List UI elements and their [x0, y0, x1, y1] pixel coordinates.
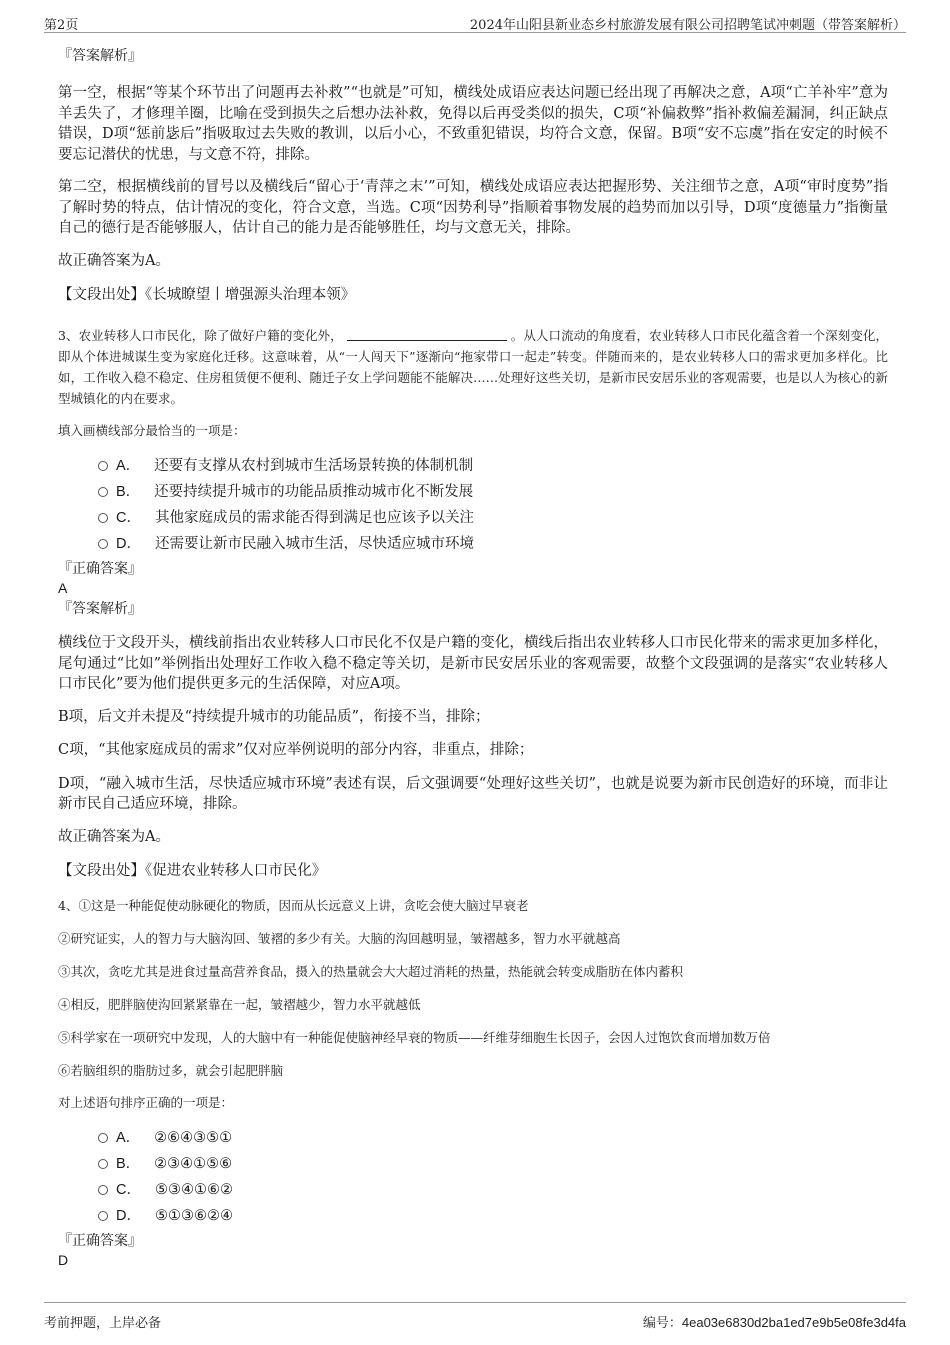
- correct-answer-tag: 『正确答案』: [58, 561, 142, 577]
- options-list: [58, 453, 888, 557]
- analysis-paragraph: B项，后文并未提及“持续提升城市的功能品质”，衔接不当，排除；: [58, 708, 490, 725]
- radio-icon[interactable]: [98, 1133, 108, 1143]
- option-c[interactable]: C． 其他家庭成员的需求能否得到满足也应该予以关注: [58, 505, 888, 531]
- option-a[interactable]: A． 还要有支撑从农村到城市生活场景转换的体制机制: [58, 453, 888, 479]
- option-b[interactable]: B． ②③④①⑤⑥: [58, 1151, 888, 1177]
- analysis-paragraph: D项，“融入城市生活，尽快适应城市环境”表述有误，后文强调要“处理好这些关切”，也就是说要为新市民创造好的环境，而非让新市民自己适应环境，排除。: [58, 775, 888, 812]
- radio-icon[interactable]: [98, 1159, 108, 1169]
- page-number: 第2页: [44, 18, 79, 33]
- analysis-paragraph: 第一空，根据“等某个环节出了问题再去补救”“也就是”可知，横线处成语应表达问题已经出现了再解决之意，A项“亡羊补牢”意为羊丢失了，才修理羊圈，比喻在受到损失之后想办法补救，免得以后再受类似的损失，C项“补偏救弊”指补救偏差漏洞，纠正缺点错误，D项“惩前毖后”指吸取过去失败的教训，以后小心，不致重犯错误，均符合文意，保留。B项“安不忘虞”指在安定的时候不要忘记潜伏的忧患，与文意不符，排除。: [58, 85, 888, 163]
- radio-icon[interactable]: [98, 539, 108, 549]
- stem-part: 。从人口流动的角度看，农业转移人口市民化蕴含着一个深刻变化，即从个体进城谋生变为家庭化迁移。这意味着，从“一人闯天下”逐渐向“拖家带口一起走”转变。伴随而来的，是农业转移人口的需求更加多样化。比如，工作收入稳不稳定、住房租赁便不便利、随迁子女上学问题能不能解决……处理好这些关切，是新市民安居乐业的客观需要，也是以人为核心的新型城镇化的内在要求。: [58, 328, 888, 406]
- radio-icon[interactable]: [98, 513, 108, 523]
- sentence-6: ⑥若脑组织的脂肪过多，就会引起肥胖脑: [58, 1063, 284, 1078]
- stem-part: 3、农业转移人口市民化，除了做好户籍的变化外，: [58, 328, 343, 343]
- source-citation: 【文段出处】《促进农业转移人口市民化》: [58, 863, 327, 879]
- radio-icon[interactable]: [98, 1211, 108, 1221]
- page-footer: [44, 1302, 906, 1331]
- analysis-tag: 『答案解析』: [58, 601, 142, 617]
- sentence-5: ⑤科学家在一项研究中发现，人的大脑中有一种能促使脑神经早衰的物质——纤维芽细胞生长因子，会因人过饱饮食而增加数万倍: [58, 1030, 771, 1045]
- document-id: 编号：4ea03e6830d2ba1ed7e9b5e08fe3d4fa: [642, 1315, 906, 1330]
- sentence-4: ④相反，肥胖脑使沟回紧紧靠在一起，皱褶越少，智力水平就越低: [58, 997, 421, 1012]
- sentence-1: 4、①这是一种能促使动脉硬化的物质，因而从长远意义上讲，贪吃会使大脑过早衰老: [58, 898, 529, 913]
- sentence-2: ②研究证实，人的智力与大脑沟回、皱褶的多少有关。大脑的沟回越明显，皱褶越多，智力水平就越高: [58, 931, 621, 946]
- analysis-paragraph: C项，“其他家庭成员的需求”仅对应举例说明的部分内容，非重点，排除；: [58, 742, 534, 758]
- option-c[interactable]: C． ⑤③④①⑥②: [58, 1177, 888, 1203]
- question-prompt: 对上述语句排序正确的一项是：: [58, 1095, 234, 1110]
- radio-icon[interactable]: [98, 1185, 108, 1195]
- conclusion: 故正确答案为A。: [58, 828, 170, 845]
- analysis-paragraph: 横线位于文段开头，横线前指出农业转移人口市民化不仅是户籍的变化，横线后指出农业转移人口市民化带来的需求更加多样化，尾句通过“比如”举例指出处理好工作收入稳不稳定等关切，是新市民安居乐业的客观需要，故整个文段强调的是落实“农业转移人口市民化”要为他们提供更多元的生活保障，对应A项。: [58, 635, 888, 692]
- question-3-stem: [58, 325, 888, 409]
- options-list: [58, 1125, 888, 1229]
- footer-slogan: 考前押题，上岸必备: [44, 1316, 162, 1331]
- correct-answer: D: [58, 1252, 69, 1268]
- correct-answer-tag: 『正确答案』: [58, 1233, 142, 1249]
- option-a[interactable]: A． ②⑥④③⑤①: [58, 1125, 888, 1151]
- radio-icon[interactable]: [98, 461, 108, 471]
- source-citation: 【文段出处】《长城瞭望丨增强源头治理本领》: [58, 287, 356, 303]
- analysis-tag: 『答案解析』: [58, 48, 142, 64]
- fill-blank-line: [347, 328, 507, 341]
- correct-answer: A: [58, 580, 68, 596]
- sentence-3: ③其次，贪吃尤其是进食过量高营养食品，摄入的热量就会大大超过消耗的热量，热能就会转变成脂肪在体内蓄积: [58, 964, 684, 979]
- page-content: [58, 42, 888, 1269]
- option-d[interactable]: D． ⑤①③⑥②④: [58, 1203, 888, 1229]
- question-prompt: 填入画横线部分最恰当的一项是：: [58, 423, 246, 438]
- analysis-paragraph: 第二空，根据横线前的冒号以及横线后“留心于‘青萍之末’”可知，横线处成语应表达把握形势、关注细节之意，A项“审时度势”指了解时势的特点，估计情况的变化，符合文意，当选。C项“因势利导”指顺着事物发展的趋势而加以引导，D项“度德量力”指衡量自己的德行是否能够服人，估计自己的能力是否能够胜任，均与文意无关，排除。: [58, 179, 888, 236]
- conclusion: 故正确答案为A。: [58, 252, 170, 269]
- option-d[interactable]: D． 还需要让新市民融入城市生活，尽快适应城市环境: [58, 531, 888, 557]
- page-header: [44, 10, 906, 33]
- option-b[interactable]: B． 还要持续提升城市的功能品质推动城市化不断发展: [58, 479, 888, 505]
- document-title: 2024年山阳县新业态乡村旅游发展有限公司招聘笔试冲刺题（带答案解析）: [469, 18, 906, 33]
- radio-icon[interactable]: [98, 487, 108, 497]
